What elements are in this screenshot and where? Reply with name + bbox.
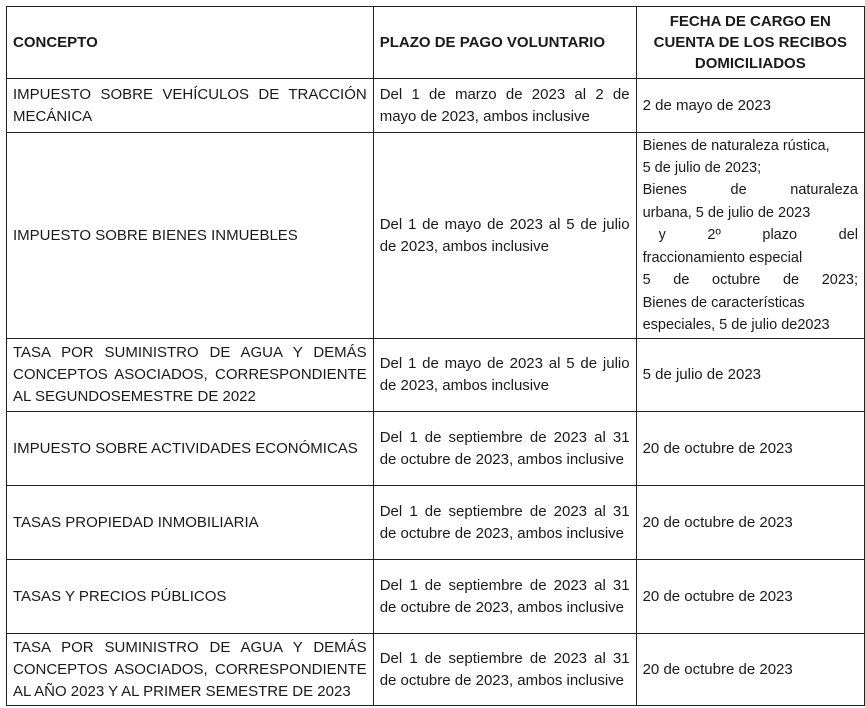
- table-row: [7, 339, 865, 412]
- fecha-cell: 20 de octubre de 2023: [636, 560, 864, 634]
- concepto-cell: TASA POR SUMINISTRO DE AGUA Y DEMÁS CONCEPTOS ASOCIADOS, CORRESPONDIENTE AL AÑO 2023 Y AL PRIMER SEMESTRE DE 2023: [7, 634, 374, 706]
- table-row: [7, 412, 865, 486]
- header-row: [7, 7, 865, 79]
- fecha-line: Bienes de naturaleza rústica,: [642, 137, 830, 154]
- fecha-cell: 2 de mayo de 2023: [636, 79, 864, 133]
- concepto-cell: TASAS PROPIEDAD INMOBILIARIA: [7, 486, 374, 560]
- fecha-cell: [636, 133, 864, 339]
- plazo-cell: Del 1 de septiembre de 2023 al 31 de octubre de 2023, ambos inclusive: [373, 634, 636, 706]
- fecha-line: 5 de octubre de 2023;: [642, 272, 858, 289]
- plazo-cell: Del 1 de mayo de 2023 al 5 de julio de 2023, ambos inclusive: [373, 339, 636, 412]
- header-concepto: CONCEPTO: [7, 7, 374, 79]
- plazo-cell: Del 1 de septiembre de 2023 al 31 de octubre de 2023, ambos inclusive: [373, 486, 636, 560]
- header-fecha: FECHA DE CARGO EN CUENTA DE LOS RECIBOS DOMICILIADOS: [636, 7, 864, 79]
- plazo-cell: Del 1 de marzo de 2023 al 2 de mayo de 2023, ambos inclusive: [373, 79, 636, 133]
- concepto-cell: TASA POR SUMINISTRO DE AGUA Y DEMÁS CONCEPTOS ASOCIADOS, CORRESPONDIENTE AL SEGUNDOSEMESTRE DE 2022: [7, 339, 374, 412]
- fecha-line: Bienes de características: [642, 294, 805, 311]
- concepto-cell: IMPUESTO SOBRE ACTIVIDADES ECONÓMICAS: [7, 412, 374, 486]
- fecha-cell: 20 de octubre de 2023: [636, 634, 864, 706]
- plazo-cell: Del 1 de septiembre de 2023 al 31 de octubre de 2023, ambos inclusive: [373, 412, 636, 486]
- fecha-line: especiales, 5 de julio de2023: [642, 316, 830, 333]
- fecha-line: Bienes de naturaleza: [642, 182, 858, 199]
- header-plazo: PLAZO DE PAGO VOLUNTARIO: [373, 7, 636, 79]
- table-row: [7, 486, 865, 560]
- plazo-cell: Del 1 de mayo de 2023 al 5 de julio de 2023, ambos inclusive: [373, 133, 636, 339]
- fecha-cell: 20 de octubre de 2023: [636, 486, 864, 560]
- table-row: [7, 79, 865, 133]
- concepto-cell: IMPUESTO SOBRE BIENES INMUEBLES: [7, 133, 374, 339]
- table-row: [7, 634, 865, 706]
- table-row: [7, 133, 865, 339]
- payment-calendar-table: [6, 6, 865, 706]
- fecha-line: urbana, 5 de julio de 2023: [642, 204, 811, 221]
- fecha-cell: 20 de octubre de 2023: [636, 412, 864, 486]
- concepto-cell: IMPUESTO SOBRE VEHÍCULOS DE TRACCIÓN MECÁNICA: [7, 79, 374, 133]
- fecha-line: fraccionamiento especial: [642, 249, 803, 266]
- concepto-cell: TASAS Y PRECIOS PÚBLICOS: [7, 560, 374, 634]
- table-row: [7, 560, 865, 634]
- plazo-cell: Del 1 de septiembre de 2023 al 31 de octubre de 2023, ambos inclusive: [373, 560, 636, 634]
- fecha-line: y 2º plazo del: [658, 227, 858, 244]
- fecha-line: 5 de julio de 2023;: [642, 160, 762, 177]
- fecha-cell: 5 de julio de 2023: [636, 339, 864, 412]
